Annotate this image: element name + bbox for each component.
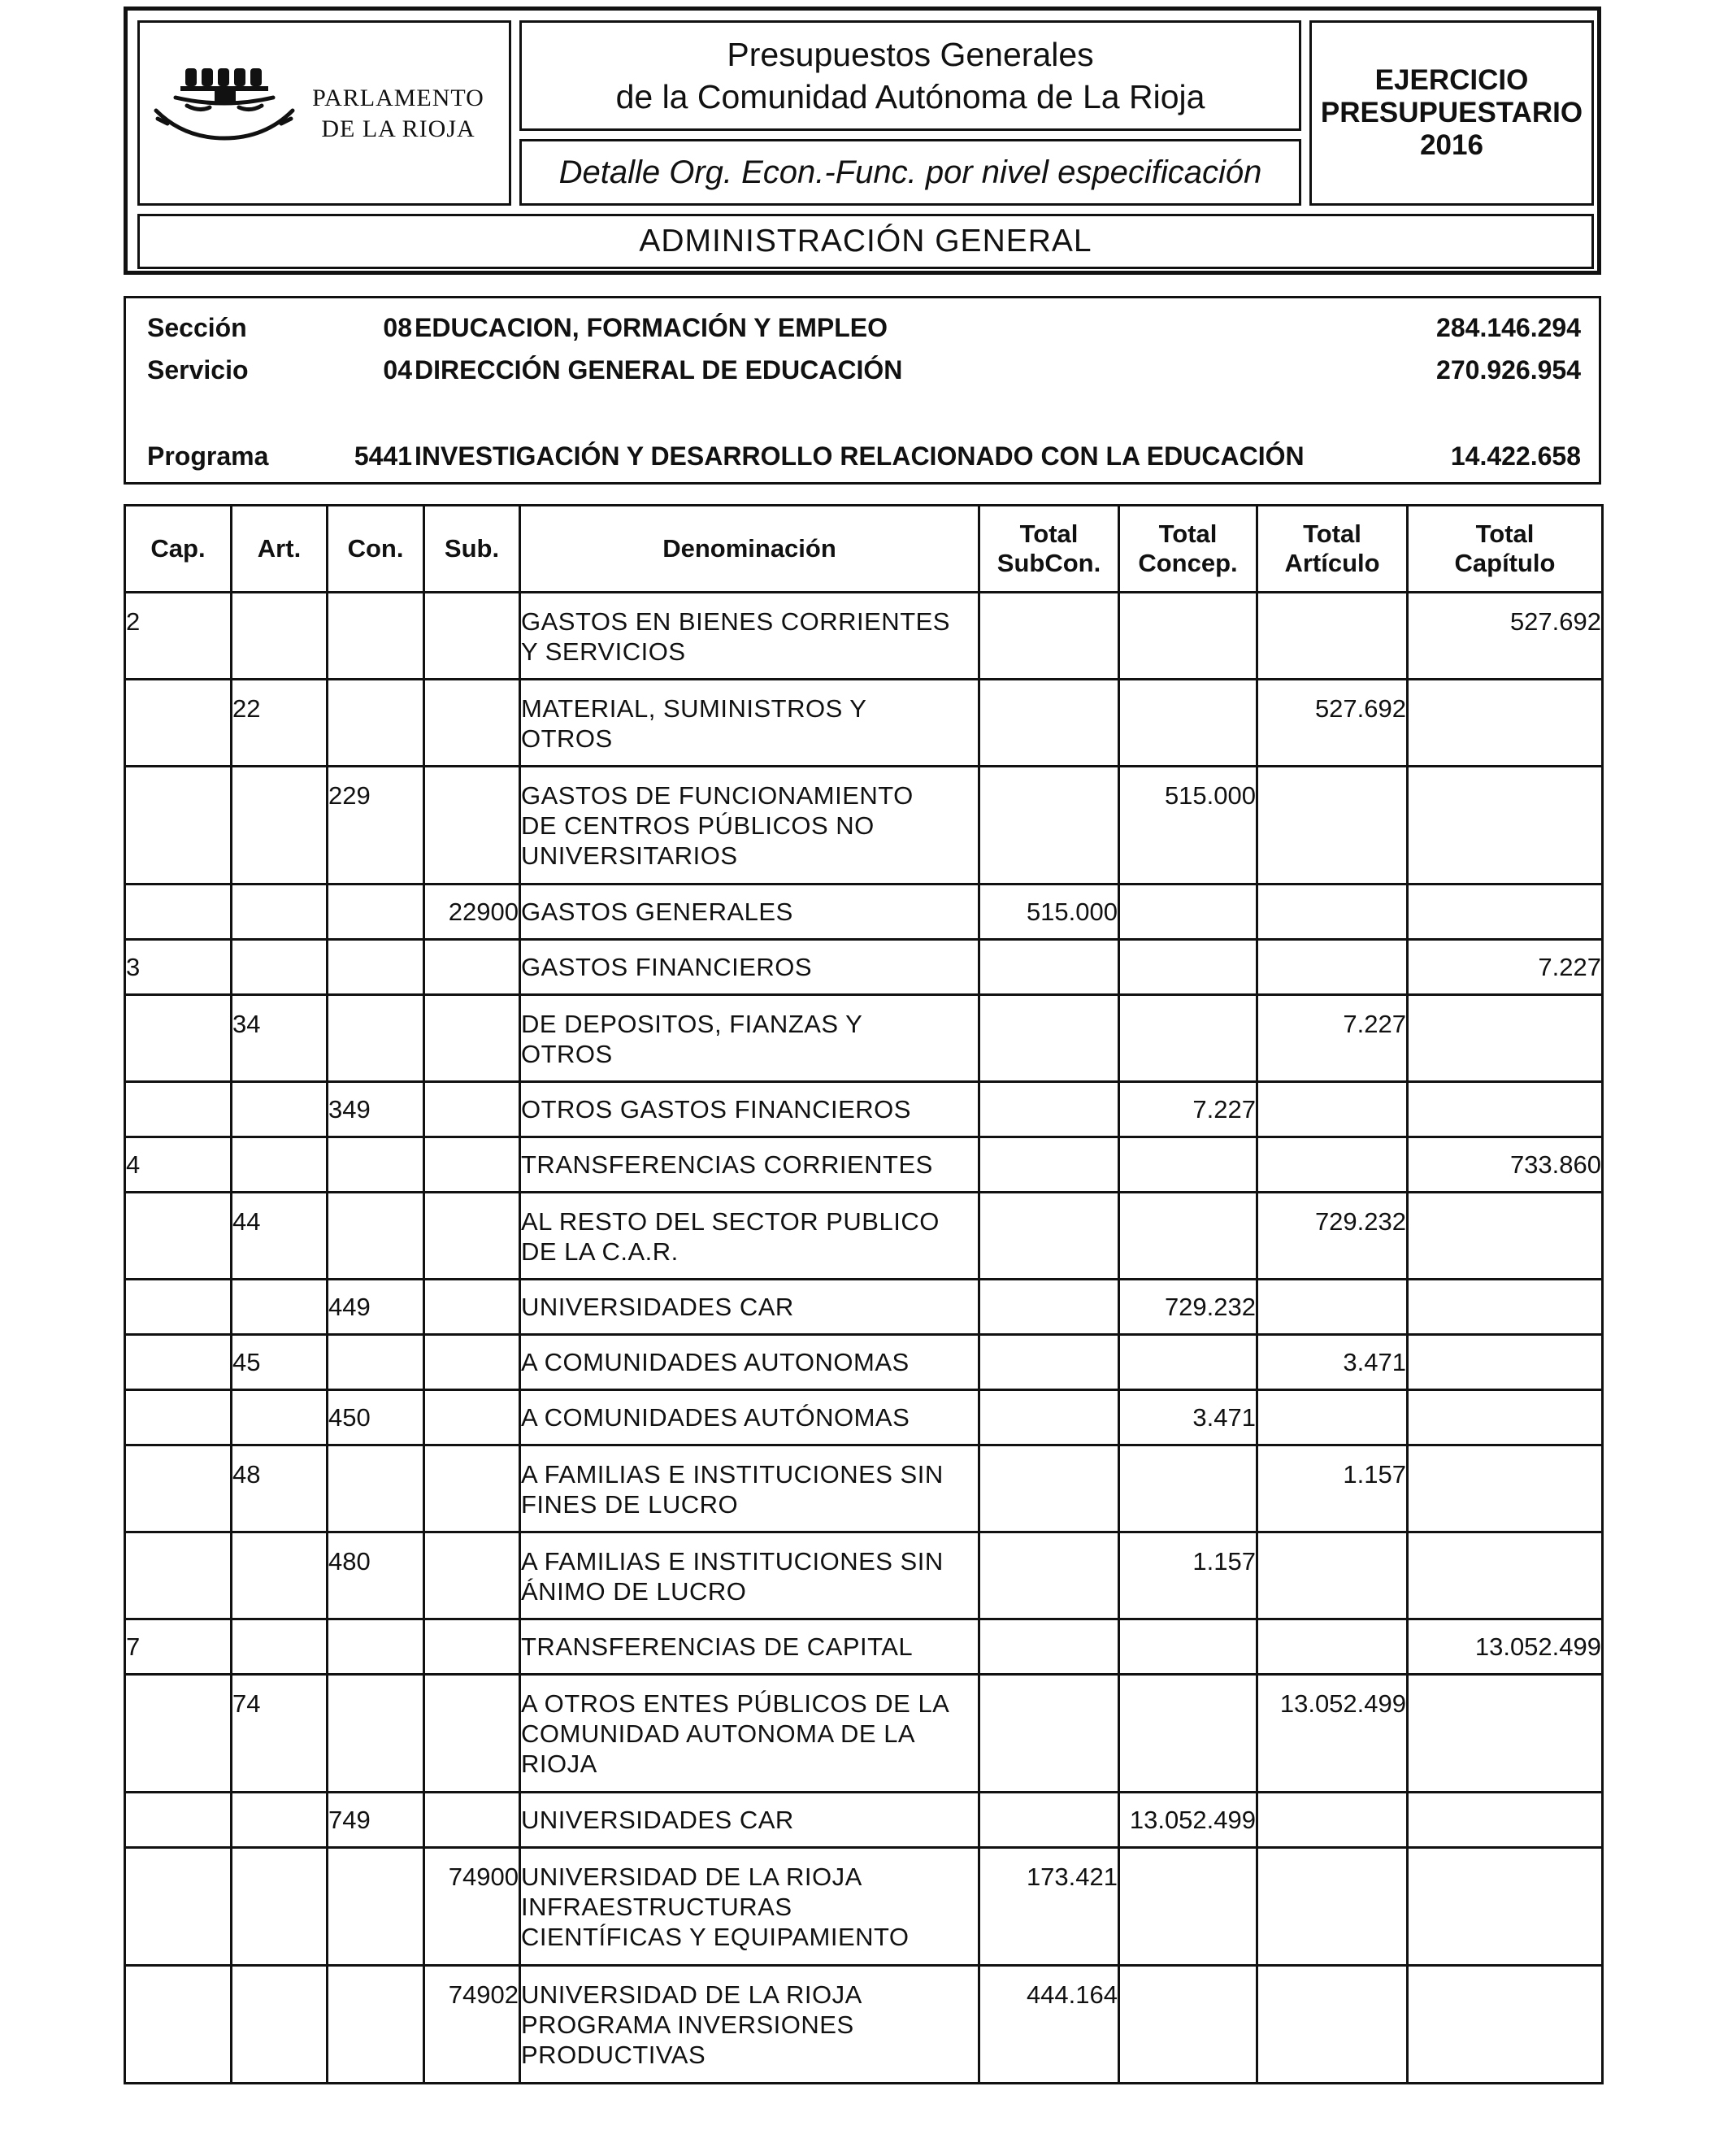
denominacion-line: DE CENTROS PÚBLICOS NO (521, 811, 875, 840)
administration-box (137, 214, 1594, 269)
cell-total-capitulo (1408, 885, 1603, 940)
cell-sub (424, 767, 520, 885)
cell-cap (125, 1848, 232, 1966)
cell-con: 749 (328, 1793, 424, 1848)
header-total-articulo (1257, 506, 1408, 593)
denominacion-line: CIENTÍFICAS Y EQUIPAMIENTO (521, 1923, 910, 1951)
cell-total-capitulo (1408, 767, 1603, 885)
cell-total-capitulo (1408, 1335, 1603, 1390)
denominacion-line: Y SERVICIOS (521, 637, 686, 666)
cell-art: 34 (232, 995, 328, 1082)
servicio-label: Servicio (147, 355, 249, 385)
cell-art: 44 (232, 1193, 328, 1280)
cell-total-capitulo: 733.860 (1408, 1137, 1603, 1193)
table-row (125, 1445, 1603, 1532)
cell-total-articulo (1257, 1966, 1408, 2084)
seccion-row (126, 313, 1599, 346)
header-total-concep-line-1: Total (1158, 519, 1218, 548)
cell-sub (424, 593, 520, 680)
cell-cap (125, 680, 232, 767)
denominacion-line: DE DEPOSITOS, FIANZAS Y (521, 1010, 863, 1038)
cell-total-articulo (1257, 593, 1408, 680)
denominacion-line: GASTOS GENERALES (521, 898, 793, 926)
fiscal-year-box (1309, 20, 1594, 206)
denominacion-line: A COMUNIDADES AUTÓNOMAS (521, 1403, 910, 1432)
cell-con (328, 593, 424, 680)
table-row (125, 1848, 1603, 1966)
cell-total-concep: 729.232 (1119, 1280, 1257, 1335)
denominacion-line: RIOJA (521, 1750, 597, 1778)
cell-cap (125, 995, 232, 1082)
cell-total-articulo: 527.692 (1257, 680, 1408, 767)
cell-cap (125, 1280, 232, 1335)
cell-total-capitulo (1408, 1532, 1603, 1619)
denominacion-line: MATERIAL, SUMINISTROS Y (521, 694, 867, 723)
denominacion-line: A OTROS ENTES PÚBLICOS DE LA (521, 1689, 950, 1718)
denominacion-line: COMUNIDAD AUTONOMA DE LA (521, 1719, 916, 1748)
header-total-capitulo-line-2: Capítulo (1454, 549, 1556, 577)
budget-title-line-2: de la Comunidad Autónoma de La Rioja (615, 78, 1205, 115)
cell-con (328, 1848, 424, 1966)
servicio-row (126, 355, 1599, 388)
cell-denominacion (520, 680, 979, 767)
cell-total-capitulo (1408, 1193, 1603, 1280)
denominacion-line: UNIVERSIDADES CAR (521, 1806, 794, 1834)
cell-total-subcon (979, 680, 1119, 767)
cell-sub (424, 680, 520, 767)
cell-denominacion (520, 1793, 979, 1848)
cell-sub (424, 1532, 520, 1619)
cell-con (328, 885, 424, 940)
cell-con (328, 1966, 424, 2084)
table-row (125, 767, 1603, 885)
cell-total-articulo: 3.471 (1257, 1335, 1408, 1390)
cell-cap (125, 1390, 232, 1445)
cell-art: 22 (232, 680, 328, 767)
denominacion-line: A FAMILIAS E INSTITUCIONES SIN (521, 1460, 944, 1489)
cell-denominacion (520, 1193, 979, 1280)
cell-con: 449 (328, 1280, 424, 1335)
cell-sub (424, 1082, 520, 1137)
cell-art: 45 (232, 1335, 328, 1390)
cell-denominacion (520, 1675, 979, 1793)
cell-denominacion (520, 1390, 979, 1445)
cell-sub (424, 1193, 520, 1280)
cell-art (232, 1137, 328, 1193)
cell-art (232, 1619, 328, 1675)
cell-denominacion (520, 940, 979, 995)
cell-total-articulo (1257, 1137, 1408, 1193)
programa-amount: 14.422.658 (1450, 441, 1581, 471)
cell-sub (424, 1445, 520, 1532)
cell-total-subcon (979, 1532, 1119, 1619)
cell-sub (424, 995, 520, 1082)
administration-title: ADMINISTRACIÓN GENERAL (639, 224, 1092, 259)
cell-total-capitulo: 7.227 (1408, 940, 1603, 995)
cell-sub (424, 1390, 520, 1445)
table-body (125, 593, 1603, 2084)
table-row (125, 1966, 1603, 2084)
cell-total-concep (1119, 1445, 1257, 1532)
cell-total-concep (1119, 680, 1257, 767)
cell-total-concep (1119, 1335, 1257, 1390)
cell-con (328, 680, 424, 767)
logo-line-1: PARLAMENTO (312, 85, 484, 111)
cell-con (328, 1335, 424, 1390)
cell-cap (125, 1445, 232, 1532)
table-row (125, 940, 1603, 995)
table-header-row (125, 506, 1603, 593)
cell-total-capitulo (1408, 1445, 1603, 1532)
denominacion-line: GASTOS DE FUNCIONAMIENTO (521, 781, 914, 810)
logo-line-2: DE LA RIOJA (321, 115, 475, 142)
cell-art (232, 1532, 328, 1619)
cell-art (232, 1280, 328, 1335)
cell-total-capitulo (1408, 1390, 1603, 1445)
header-art: Art. (232, 506, 328, 593)
programa-label: Programa (147, 441, 269, 471)
logo-text (301, 83, 496, 145)
table-row (125, 1793, 1603, 1848)
cell-art (232, 1082, 328, 1137)
denominacion-line: UNIVERSIDAD DE LA RIOJA (521, 1980, 862, 2009)
cell-sub (424, 1619, 520, 1675)
servicio-name: DIRECCIÓN GENERAL DE EDUCACIÓN (415, 355, 903, 385)
cell-art (232, 1390, 328, 1445)
cell-total-articulo: 7.227 (1257, 995, 1408, 1082)
cell-denominacion (520, 1619, 979, 1675)
cell-cap (125, 1966, 232, 2084)
cell-denominacion (520, 1532, 979, 1619)
section-info (124, 296, 1601, 485)
cell-total-concep (1119, 1848, 1257, 1966)
cell-cap (125, 767, 232, 885)
cell-con: 450 (328, 1390, 424, 1445)
document-header (124, 7, 1601, 275)
cell-denominacion (520, 995, 979, 1082)
header-total-subcon-line-2: SubCon. (996, 549, 1101, 577)
header-total-articulo-line-2: Artículo (1284, 549, 1380, 577)
cell-total-subcon (979, 1137, 1119, 1193)
cell-total-articulo (1257, 767, 1408, 885)
cell-total-articulo: 13.052.499 (1257, 1675, 1408, 1793)
cell-total-concep (1119, 995, 1257, 1082)
cell-total-concep: 3.471 (1119, 1390, 1257, 1445)
cell-total-concep (1119, 1137, 1257, 1193)
cell-total-subcon (979, 940, 1119, 995)
cell-total-capitulo (1408, 1793, 1603, 1848)
cell-con (328, 1675, 424, 1793)
cell-cap: 7 (125, 1619, 232, 1675)
detail-subtitle: Detalle Org. Econ.-Func. por nivel especificación (558, 154, 1262, 190)
cell-total-articulo: 1.157 (1257, 1445, 1408, 1532)
table-row (125, 1082, 1603, 1137)
cell-art (232, 1793, 328, 1848)
cell-sub (424, 1280, 520, 1335)
cell-total-capitulo (1408, 1675, 1603, 1793)
cell-total-subcon (979, 1280, 1119, 1335)
budget-detail-table (124, 504, 1604, 2084)
fiscal-year-line-1: EJERCICIO (1374, 64, 1529, 96)
table-row (125, 1675, 1603, 1793)
table-row (125, 1532, 1603, 1619)
cell-sub: 74902 (424, 1966, 520, 2084)
table-row (125, 1619, 1603, 1675)
cell-total-articulo (1257, 1619, 1408, 1675)
table-row (125, 1280, 1603, 1335)
cell-total-capitulo (1408, 1280, 1603, 1335)
budget-title-box (519, 20, 1301, 131)
servicio-amount: 270.926.954 (1436, 355, 1581, 385)
fiscal-year-line-2: PRESUPUESTARIO (1320, 97, 1583, 128)
denominacion-line: FINES DE LUCRO (521, 1490, 739, 1519)
cell-con: 229 (328, 767, 424, 885)
cell-total-capitulo (1408, 995, 1603, 1082)
cell-sub (424, 1793, 520, 1848)
cell-cap (125, 1335, 232, 1390)
cell-cap: 3 (125, 940, 232, 995)
cell-total-articulo (1257, 1280, 1408, 1335)
table-row (125, 995, 1603, 1082)
cell-art (232, 767, 328, 885)
cell-cap (125, 1193, 232, 1280)
denominacion-line: TRANSFERENCIAS CORRIENTES (521, 1150, 933, 1179)
cell-total-capitulo (1408, 1848, 1603, 1966)
table-row (125, 680, 1603, 767)
cell-denominacion (520, 767, 979, 885)
cell-total-articulo (1257, 940, 1408, 995)
cell-denominacion (520, 1280, 979, 1335)
cell-cap (125, 1675, 232, 1793)
cell-total-subcon (979, 1335, 1119, 1390)
cell-denominacion (520, 1137, 979, 1193)
header-total-capitulo-line-1: Total (1475, 519, 1535, 548)
denominacion-line: OTROS (521, 724, 613, 753)
cell-sub: 74900 (424, 1848, 520, 1966)
cell-total-concep: 13.052.499 (1119, 1793, 1257, 1848)
cell-con: 349 (328, 1082, 424, 1137)
cell-art (232, 885, 328, 940)
cell-art (232, 1848, 328, 1966)
header-total-concep (1119, 506, 1257, 593)
denominacion-line: OTROS GASTOS FINANCIEROS (521, 1095, 911, 1124)
cell-total-subcon (979, 1793, 1119, 1848)
cell-total-articulo (1257, 1082, 1408, 1137)
cell-total-articulo (1257, 1793, 1408, 1848)
header-con: Con. (328, 506, 424, 593)
cell-sub (424, 940, 520, 995)
denominacion-line: DE LA C.A.R. (521, 1237, 679, 1266)
cell-total-concep (1119, 885, 1257, 940)
cell-sub (424, 1335, 520, 1390)
cell-con (328, 1619, 424, 1675)
cell-total-subcon (979, 593, 1119, 680)
cell-total-subcon (979, 767, 1119, 885)
cell-total-concep (1119, 1193, 1257, 1280)
seccion-name: EDUCACION, FORMACIÓN Y EMPLEO (415, 313, 888, 342)
cell-cap (125, 1793, 232, 1848)
header-total-capitulo (1408, 506, 1603, 593)
denominacion-line: TRANSFERENCIAS DE CAPITAL (521, 1632, 914, 1661)
cell-denominacion (520, 1082, 979, 1137)
header-total-subcon-line-1: Total (1019, 519, 1079, 548)
cell-total-concep (1119, 1675, 1257, 1793)
cell-total-capitulo (1408, 680, 1603, 767)
header-total-concep-line-2: Concep. (1138, 549, 1238, 577)
denominacion-line: GASTOS EN BIENES CORRIENTES (521, 607, 950, 636)
header-total-subcon (979, 506, 1119, 593)
header-denominacion: Denominación (520, 506, 979, 593)
cell-art (232, 1966, 328, 2084)
cell-denominacion (520, 593, 979, 680)
cell-cap: 4 (125, 1137, 232, 1193)
denominacion-line: UNIVERSITARIOS (521, 841, 738, 870)
header-sub: Sub. (424, 506, 520, 593)
cell-total-articulo (1257, 1848, 1408, 1966)
cell-sub (424, 1675, 520, 1793)
cell-total-subcon (979, 1445, 1119, 1532)
cell-total-subcon (979, 1390, 1119, 1445)
header-total-articulo-line-1: Total (1303, 519, 1361, 548)
cell-total-concep: 515.000 (1119, 767, 1257, 885)
denominacion-line: AL RESTO DEL SECTOR PUBLICO (521, 1207, 940, 1236)
denominacion-line: GASTOS FINANCIEROS (521, 953, 813, 981)
cell-total-concep: 1.157 (1119, 1532, 1257, 1619)
cell-sub: 22900 (424, 885, 520, 940)
cell-cap (125, 1082, 232, 1137)
cell-total-articulo (1257, 1532, 1408, 1619)
denominacion-line: INFRAESTRUCTURAS (521, 1893, 792, 1921)
cell-art: 74 (232, 1675, 328, 1793)
cell-con (328, 1137, 424, 1193)
cell-total-articulo: 729.232 (1257, 1193, 1408, 1280)
cell-total-concep: 7.227 (1119, 1082, 1257, 1137)
servicio-code: 04 (383, 355, 412, 385)
cell-total-concep (1119, 1619, 1257, 1675)
cell-cap (125, 885, 232, 940)
header-cap: Cap. (125, 506, 232, 593)
cell-denominacion (520, 1966, 979, 2084)
table-row (125, 885, 1603, 940)
denominacion-line: PRODUCTIVAS (521, 2041, 706, 2069)
cell-art: 48 (232, 1445, 328, 1532)
seccion-amount: 284.146.294 (1436, 313, 1581, 342)
cell-denominacion (520, 1848, 979, 1966)
cell-denominacion (520, 1335, 979, 1390)
budget-title-line-1: Presupuestos Generales (727, 36, 1094, 73)
programa-code: 5441 (354, 441, 412, 471)
cell-total-subcon: 173.421 (979, 1848, 1119, 1966)
cell-con (328, 1193, 424, 1280)
denominacion-line: A COMUNIDADES AUTONOMAS (521, 1348, 910, 1376)
cell-total-subcon (979, 1082, 1119, 1137)
denominacion-line: UNIVERSIDAD DE LA RIOJA (521, 1863, 862, 1891)
denominacion-line: OTROS (521, 1040, 613, 1068)
cell-con (328, 995, 424, 1082)
cell-total-capitulo (1408, 1966, 1603, 2084)
denominacion-line: PROGRAMA INVERSIONES (521, 2010, 854, 2039)
parliament-logo-icon (151, 63, 297, 169)
seccion-label: Sección (147, 313, 247, 342)
cell-cap: 2 (125, 593, 232, 680)
programa-row (126, 441, 1599, 474)
cell-cap (125, 1532, 232, 1619)
cell-con: 480 (328, 1532, 424, 1619)
cell-total-subcon: 515.000 (979, 885, 1119, 940)
table-row (125, 1390, 1603, 1445)
denominacion-line: UNIVERSIDADES CAR (521, 1293, 794, 1321)
detail-subtitle-box (519, 139, 1301, 206)
cell-art (232, 593, 328, 680)
table-row (125, 1335, 1603, 1390)
cell-total-concep (1119, 593, 1257, 680)
cell-sub (424, 1137, 520, 1193)
table-row (125, 1137, 1603, 1193)
table-row (125, 593, 1603, 680)
denominacion-line: ÁNIMO DE LUCRO (521, 1577, 747, 1606)
cell-total-capitulo: 13.052.499 (1408, 1619, 1603, 1675)
cell-con (328, 1445, 424, 1532)
cell-total-capitulo: 527.692 (1408, 593, 1603, 680)
logo-box (137, 20, 511, 206)
cell-total-subcon (979, 1675, 1119, 1793)
cell-total-concep (1119, 940, 1257, 995)
cell-denominacion (520, 885, 979, 940)
fiscal-year-value: 2016 (1420, 129, 1483, 161)
cell-denominacion (520, 1445, 979, 1532)
cell-total-capitulo (1408, 1082, 1603, 1137)
cell-total-subcon (979, 995, 1119, 1082)
cell-art (232, 940, 328, 995)
cell-con (328, 940, 424, 995)
cell-total-subcon (979, 1619, 1119, 1675)
table-row (125, 1193, 1603, 1280)
denominacion-line: A FAMILIAS E INSTITUCIONES SIN (521, 1547, 944, 1576)
cell-total-concep (1119, 1966, 1257, 2084)
cell-total-subcon: 444.164 (979, 1966, 1119, 2084)
programa-name: INVESTIGACIÓN Y DESARROLLO RELACIONADO CON LA EDUCACIÓN (415, 441, 1305, 471)
cell-total-articulo (1257, 885, 1408, 940)
cell-total-articulo (1257, 1390, 1408, 1445)
seccion-code: 08 (383, 313, 412, 342)
cell-total-subcon (979, 1193, 1119, 1280)
